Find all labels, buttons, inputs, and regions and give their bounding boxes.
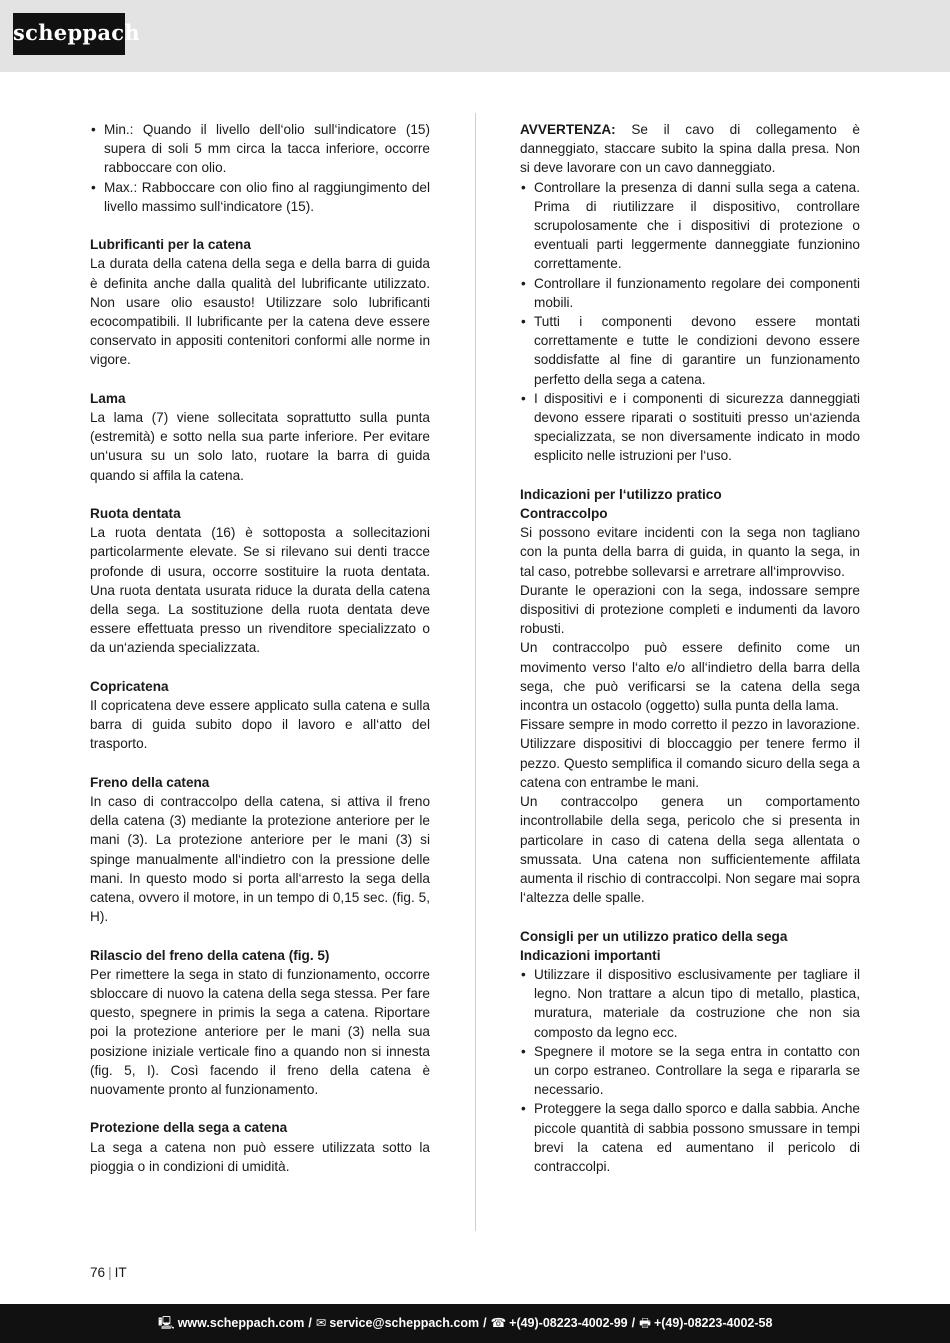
website-link[interactable]: www.scheppach.com [177, 1316, 305, 1330]
section-body-blade: La lama (7) viene sollecitata soprattutto sulla punta (estremità) e sotto nella sua parte inferiore. Per evitare un‘usura su un solo lato, ruotare la barra di guida quando si affila la catena. [90, 410, 430, 483]
section-title-practical-use: Indicazioni per l‘utilizzo pratico [520, 486, 722, 502]
footer-bar [0, 1304, 950, 1343]
kickback-paragraph: Un contraccolpo genera un comportamento incontrollabile della sega, pericolo che si presenta in particolare in caso di catena della sega allentata o smussata. Una catena non sufficientemente affilata aumenta il rischio di contraccolpi. Non segare mai sopra l‘altezza delle spalle. [520, 794, 860, 906]
language-code: IT [114, 1265, 127, 1280]
left-column [90, 120, 430, 1176]
list-item: • Proteggere la sega dallo sporco e dalla sabbia. Anche piccole quantità di sabbia possono smussare in tempi brevi la catena ed aumentano il pericolo di contraccolpi. [520, 1099, 860, 1176]
fax-icon: 🖶 [639, 1316, 651, 1330]
email-link[interactable]: service@scheppach.com [329, 1316, 480, 1330]
page-separator: | [108, 1265, 112, 1280]
kickback-paragraph: Un contraccolpo può essere definito come un movimento verso l‘alto e/o all‘indietro della barra della sega, che può verificarsi se la catena della sega incontra un ostacolo (oggetto) sulla punta della lama. [520, 640, 860, 714]
footer-separator: / [308, 1316, 312, 1330]
warning-text: Se il cavo di collegamento è danneggiato, staccare subito la spina dalla presa. Non si deve lavorare con un cavo danneggiato. [520, 122, 860, 176]
section-title-blade: Lama [90, 390, 126, 406]
computer-icon: 🖳 [158, 1316, 175, 1330]
list-item: • Spegnere il motore se la sega entra in contatto con un corpo estraneo. Controllare la sega e ripararla se necessario. [520, 1042, 860, 1100]
kickback-paragraph: Fissare sempre in modo corretto il pezzo in lavorazione. Utilizzare dispositivi di bloccaggio per tenere fermo il pezzo. Questo semplifica il comando sicuro della sega a catena con entrambe le mani. [520, 717, 860, 790]
fax-number: +(49)-08223-4002-58 [653, 1316, 773, 1330]
section-body-sprocket: La ruota dentata (16) è sottoposta a sollecitazioni particolarmente elevate. Se si rilevano sui denti tracce profonde di usura, occorre sostituire la ruota dentata. Una ruota dentata usurata riduce la durata della catena della sega. La sostituzione della ruota dentata deve essere effettuata presso un rivenditore specializzato o da un‘azienda specializzata. [90, 525, 430, 656]
section-title-kickback: Contraccolpo [520, 506, 608, 522]
tips-list [520, 965, 860, 1176]
section-body-chain-brake: In caso di contraccolpo della catena, si attiva il freno della catena (3) mediante la protezione anteriore per le mani (3). La protezione anteriore per le mani (3) si spinge manualmente all‘indietro con la pressione delle mani. In questo modo si porta all‘arresto la sega della catena, ovvero il motore, in un tempo di 0,15 sec. (fig. 5, H). [90, 794, 430, 925]
page-number-label [90, 1265, 127, 1280]
page-number: 76 [90, 1265, 106, 1280]
list-item: • Tutti i componenti devono essere montati correttamente e tutte le condizioni devono essere soddisfatte al fine di garantire un funzionamento perfetto della sega a catena. [520, 312, 860, 389]
scheppach-logo: scheppach [13, 13, 125, 55]
footer-separator: / [631, 1316, 636, 1330]
kickback-paragraph: Durante le operazioni con la sega, indossare sempre dispositivi di protezione completi e indumenti da lavoro robusti. [520, 582, 860, 637]
list-item: • Max.: Rabboccare con olio fino al raggiungimento del livello massimo sull‘indicatore (15). [90, 178, 430, 216]
section-title-chain-cover: Copricatena [90, 678, 169, 694]
section-title-saw-protection: Protezione della sega a catena [90, 1120, 288, 1136]
section-body-saw-protection: La sega a catena non può essere utilizzata sotto la pioggia o in condizioni di umidità. [90, 1139, 430, 1174]
section-title-important-notes: Indicazioni importanti [520, 947, 661, 963]
contact-line [158, 1304, 772, 1343]
oil-level-list [90, 120, 430, 216]
phone-number: +(49)-08223-4002-99 [509, 1316, 628, 1330]
list-item: • I dispositivi e i componenti di sicurezza danneggiati devono essere riparati o sostituiti presso un‘azienda specializzata, se non diversamente indicato in modo esplicito nelle istruzioni per l‘uso. [520, 389, 860, 466]
warning-paragraph [520, 120, 860, 178]
envelope-icon: ✉ [315, 1316, 327, 1330]
column-divider [475, 113, 476, 1231]
list-item: • Controllare il funzionamento regolare dei componenti mobili. [520, 274, 860, 312]
section-title-chain-lubricants: Lubrificanti per la catena [90, 237, 251, 253]
footer-separator: / [483, 1316, 487, 1330]
phone-icon: ☎ [490, 1316, 507, 1330]
list-item: • Utilizzare il dispositivo esclusivamente per tagliare il legno. Non trattare a alcun tipo di metallo, plastica, muratura, materiale da costruzione che non sia composto da legno ecc. [520, 965, 860, 1042]
section-body-brake-release: Per rimettere la sega in stato di funzionamento, occorre sbloccare di nuovo la catena della sega stessa. Per fare questo, spegnere in primis la sega a catena. Riportare poi la protezione anteriore per le mani (3) nella sua posizione iniziale verticale fino a quando non si innesta (fig. 5, I). Così facendo il freno della catena è nuovamente pronto al funzionamento. [90, 966, 430, 1098]
section-title-chain-brake: Freno della catena [90, 774, 210, 790]
kickback-paragraph: Si possono evitare incidenti con la sega non tagliano con la punta della barra di guida, in quanto la sega, in tal caso, potrebbe sollevarsi e arretrare all‘improvviso. [520, 525, 860, 579]
right-column [520, 120, 860, 1176]
section-title-brake-release: Rilascio del freno della catena (fig. 5) [90, 947, 330, 963]
header-bar [0, 0, 950, 72]
list-item: • Min.: Quando il livello dell‘olio sull‘indicatore (15) supera di soli 5 mm circa la tacca inferiore, occorre rabboccare con olio. [90, 120, 430, 178]
list-item: • Controllare la presenza di danni sulla sega a catena. Prima di riutilizzare il dispositivo, controllare scrupolosamente che i dispositivi di protezione o eventuali parti leggermente danneggiate funzionino correttamente. [520, 178, 860, 274]
warning-label: AVVERTENZA: [520, 122, 616, 137]
section-title-sprocket: Ruota dentata [90, 506, 181, 522]
section-title-saw-tips: Consigli per un utilizzo pratico della sega [520, 928, 788, 944]
section-body-chain-cover: Il copricatena deve essere applicato sulla catena e sulla barra di guida subito dopo il lavoro e all‘atto del trasporto. [90, 698, 430, 752]
section-body-chain-lubricants: La durata della catena della sega e della barra di guida è definita anche dalla qualità del lubrificante utilizzato. Non usare olio esausto! Utilizzare solo lubrificanti ecocompatibili. Il lubrificante per la catena deve essere conservato in appositi contenitori conformi alle norme in vigore. [90, 256, 430, 368]
warning-list [520, 178, 860, 466]
